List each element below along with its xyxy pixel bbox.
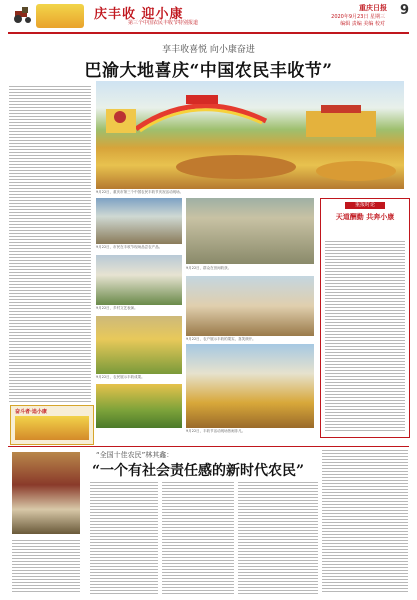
field-photo (96, 384, 182, 428)
banner-title: 庆丰收 迎小康 (94, 7, 184, 22)
section-divider (8, 446, 409, 447)
inset-box (10, 405, 94, 445)
inset-illustration (15, 416, 89, 440)
farmers-photo (96, 316, 182, 374)
bottom-left-text (12, 538, 80, 594)
farmers-photo-caption: 9月22日，农民展示丰收成果。 (96, 375, 145, 379)
main-photo-caption: 9月22日，重庆市第三个中国农民丰收节庆祝活动现场。 (96, 190, 184, 194)
bottom-subtitle: “全国十佳农民”林其鑫： (96, 451, 174, 459)
farmer-photo-caption: 9月22日，农户展示丰收的果实，喜笑颜开。 (186, 337, 256, 341)
banner-subtitle: 第三个中国农民丰收节特别报道 (128, 20, 199, 26)
bottom-text-col-1 (90, 480, 158, 594)
article-text-column (9, 84, 91, 402)
commentary-text (325, 239, 405, 431)
paddy-photo-caption: 9月22日，群众在田间收获。 (186, 266, 232, 270)
market-photo-caption: 9月22日，市民在丰收节现场品尝农产品。 (96, 245, 163, 249)
bottom-text-col-2 (162, 480, 234, 594)
fruit-harvest-photo (186, 344, 314, 428)
newspaper-logo: 重庆日报 (359, 4, 387, 12)
performance-photo-caption: 9月22日，乡村文艺表演。 (96, 306, 138, 310)
banner-editors: 编辑 责编 美编 校对 (340, 20, 385, 27)
paddy-field-photo (186, 198, 314, 264)
tractor-icon (12, 6, 34, 24)
bottom-title: “一个有社会责任感的新时代农民” (92, 463, 305, 479)
commentary-tag: 重报时论 (345, 202, 385, 209)
vertical-credit-text (406, 90, 410, 160)
banner-meta (331, 14, 385, 27)
bottom-text-col-3 (238, 480, 318, 594)
headline-title: 巴渝大地喜庆“中国农民丰收节” (84, 61, 333, 81)
market-stall-photo (96, 198, 182, 244)
banner-rule (8, 32, 409, 34)
harvest-illustration (36, 4, 84, 28)
page-banner (0, 0, 417, 32)
performance-photo (96, 255, 182, 305)
page-number: 9 (399, 3, 409, 18)
harvest-photo-caption: 9月22日，丰收节活动现场热闹非凡。 (186, 429, 246, 433)
smiling-farmer-photo (186, 276, 314, 336)
commentary-title: 天道酬勤 共奔小康 (335, 213, 395, 221)
bottom-text-col-4 (322, 448, 408, 594)
commentary-box (320, 198, 410, 438)
banner-date: 2020年9月23日 星期三 (331, 14, 385, 20)
main-festival-photo (96, 81, 404, 189)
inset-title: 奋斗者·追小康 (15, 409, 47, 415)
portrait-photo (12, 452, 80, 534)
headline-kicker: 享丰收喜悦 向小康奋进 (162, 45, 255, 55)
